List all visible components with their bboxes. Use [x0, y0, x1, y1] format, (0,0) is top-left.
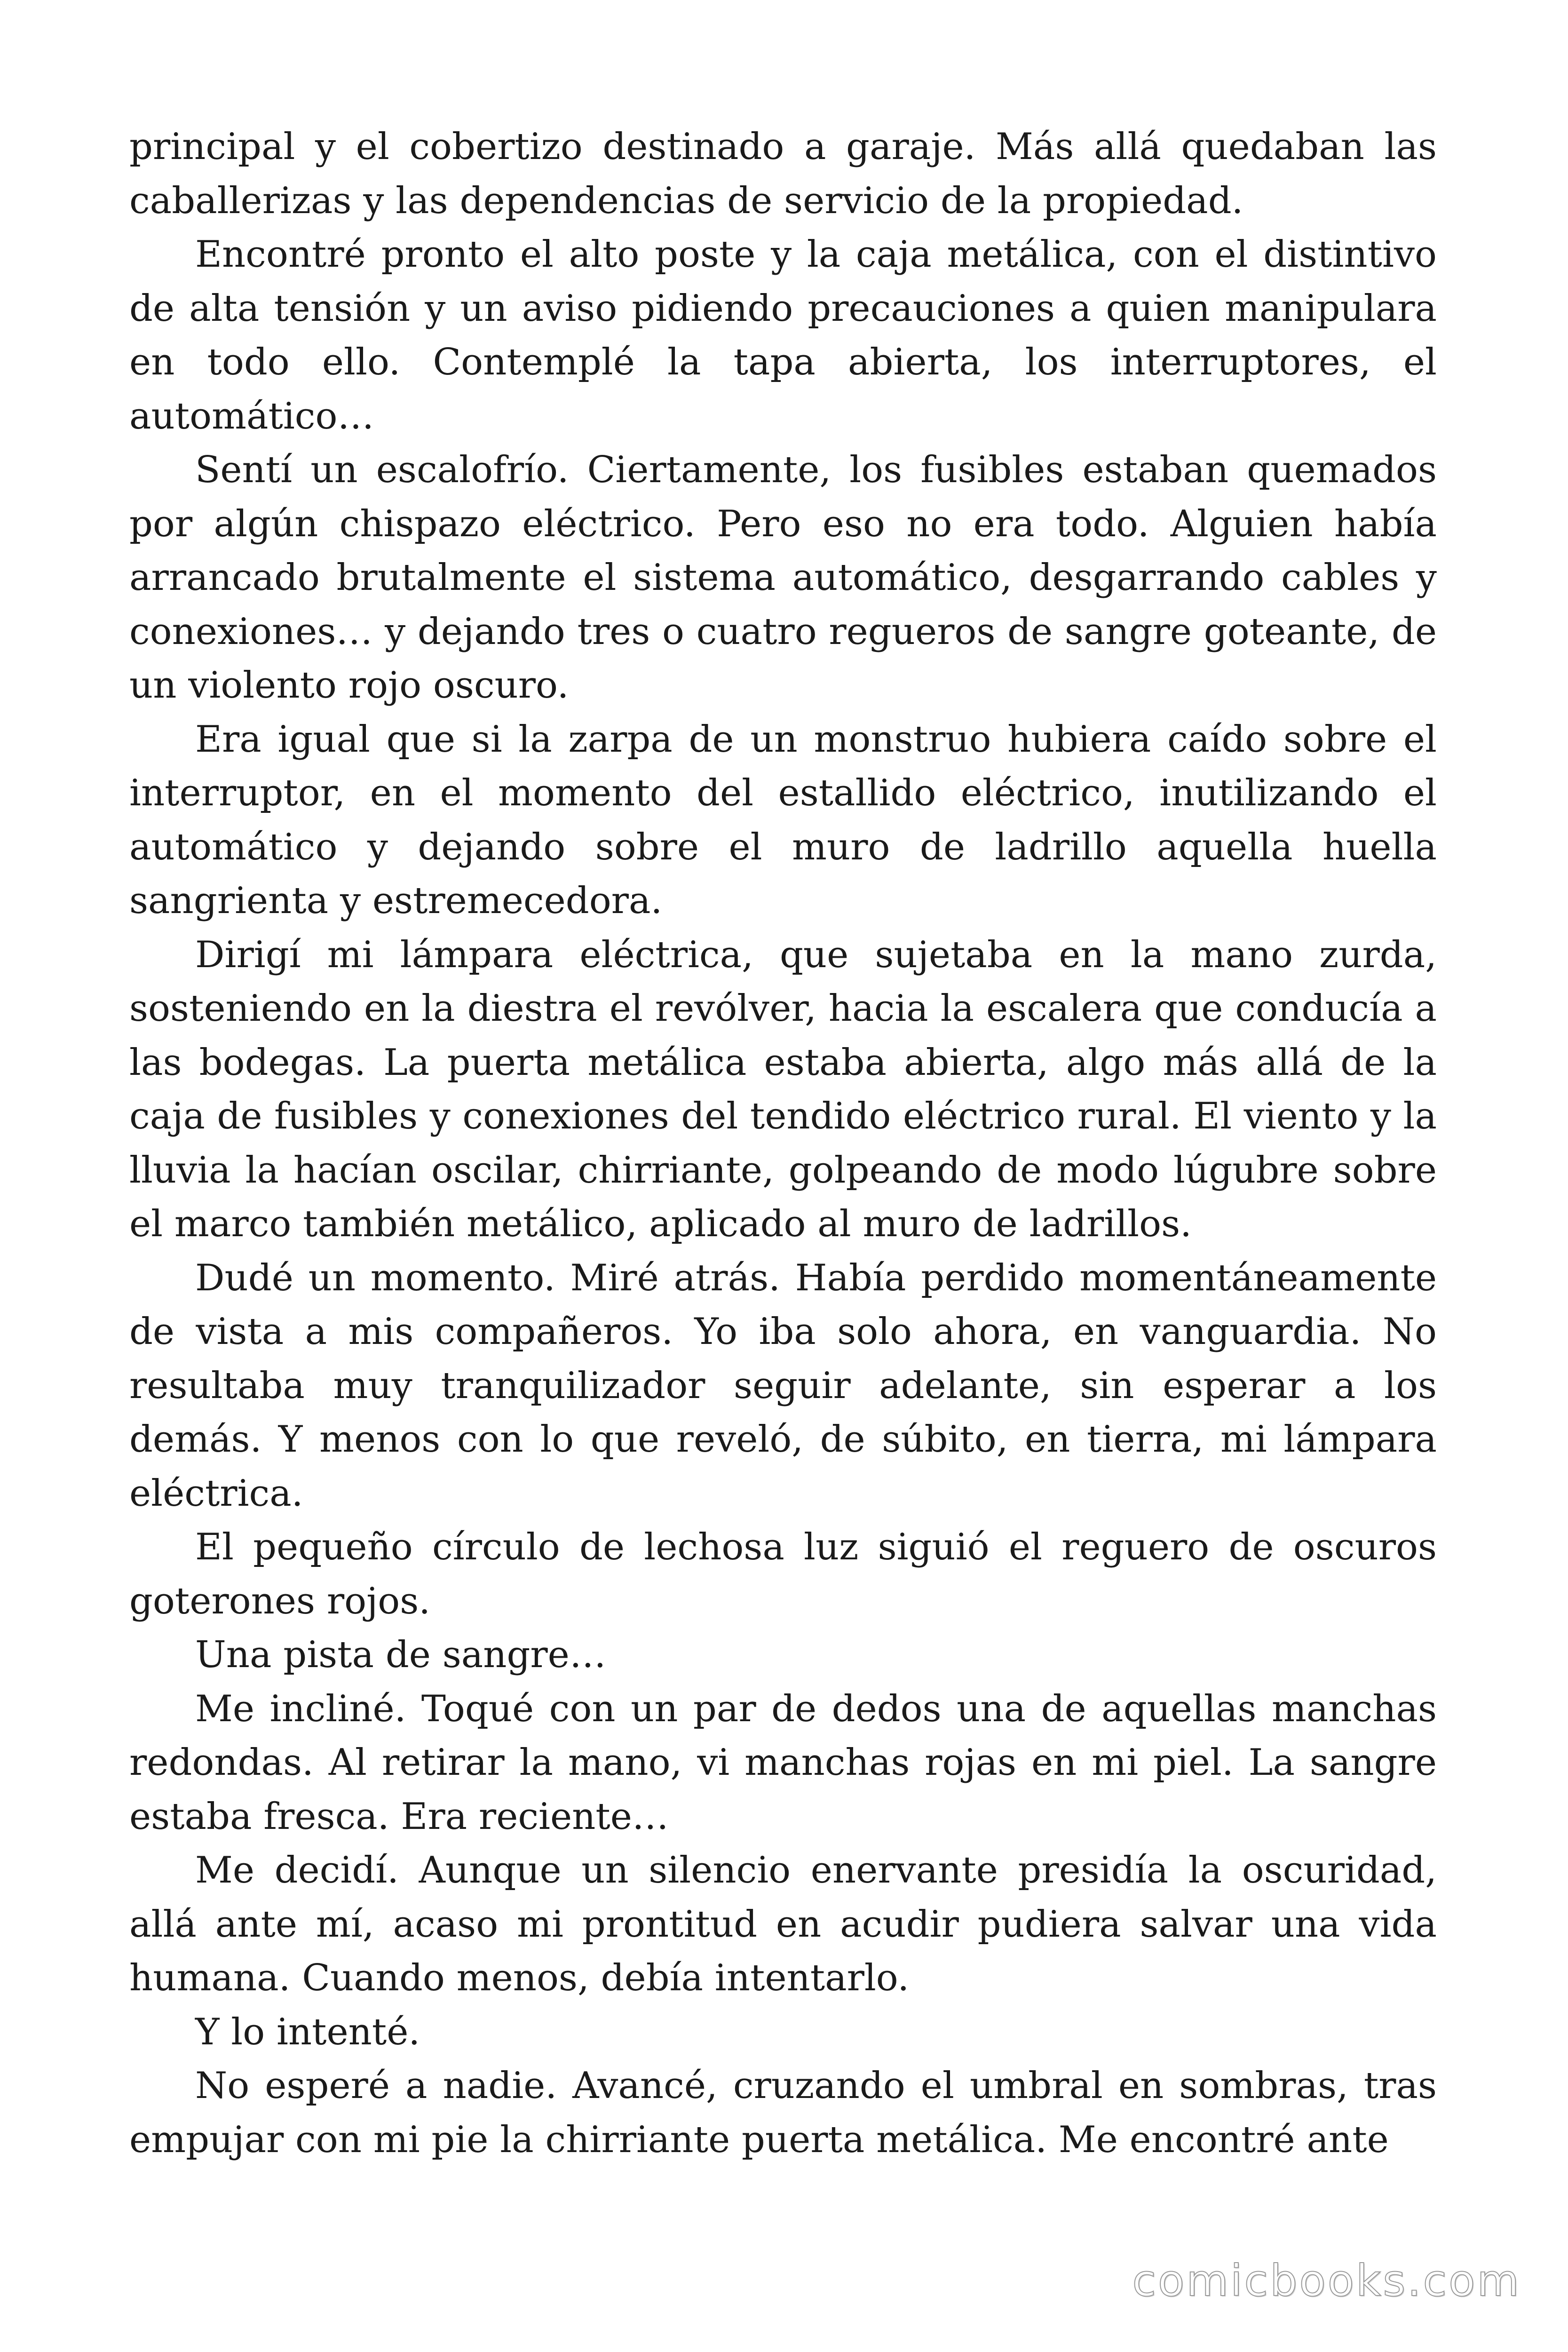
body-text: [129, 120, 1437, 2167]
paragraph: No esperé a nadie. Avancé, cruzando el umbral en sombras, tras empujar con mi pie la chirriante puerta metálica. Me encontré ante: [129, 2065, 1437, 2161]
paragraph: Dirigí mi lámpara eléctrica, que sujetaba en la mano zurda, sosteniendo en la diestra el revólver, hacia la escalera que conducía a las bodegas. La puerta metálica estaba abierta, algo más allá de la caja de fusibles y conexiones del tendido eléctrico rural. El viento y la lluvia la hacían oscilar, chirriante, golpeando de modo lúgubre sobre el marco también metálico, aplicado al muro de ladrillos.: [129, 933, 1437, 1245]
paragraph: El pequeño círculo de lechosa luz siguió el reguero de oscuros goterones rojos.: [129, 1526, 1437, 1622]
paragraph: Me incliné. Toqué con un par de dedos una de aquellas manchas redondas. Al retirar la mano, vi manchas rojas en mi piel. La sangre estaba fresca. Era reciente…: [129, 1687, 1437, 1838]
paragraph: Dudé un momento. Miré atrás. Había perdido momentáneamente de vista a mis compañeros. Yo iba solo ahora, en vanguardia. No resultaba muy tranquilizador seguir adelante, sin esperar a los demás. Y menos con lo que reveló, de súbito, en tierra, mi lámpara eléctrica.: [129, 1256, 1437, 1515]
watermark: comicbooks.com: [1132, 2256, 1521, 2306]
paragraph: principal y el cobertizo destinado a garaje. Más allá quedaban las caballerizas y las dependencias de servicio de la propiedad.: [129, 126, 1437, 222]
paragraph: Sentí un escalofrío. Ciertamente, los fusibles estaban quemados por algún chispazo eléctrico. Pero eso no era todo. Alguien había arrancado brutalmente el sistema automático, desgarrando cables y conexiones… y dejando tres o cuatro regueros de sangre goteante, de un violento rojo oscuro.: [129, 449, 1437, 707]
paragraph: Me decidí. Aunque un silencio enervante presidía la oscuridad, allá ante mí, acaso mi prontitud en acudir pudiera salvar una vida humana. Cuando menos, debía intentarlo.: [129, 1849, 1437, 1999]
paragraph: Encontré pronto el alto poste y la caja metálica, con el distintivo de alta tensión y un aviso pidiendo precauciones a quien manipulara en todo ello. Contemplé la tapa abierta, los interruptores, el automático…: [129, 233, 1437, 437]
paragraph: Era igual que si la zarpa de un monstruo hubiera caído sobre el interruptor, en el momento del estallido eléctrico, inutilizando el automático y dejando sobre el muro de ladrillo aquella huella sangrienta y estremecedora.: [129, 718, 1437, 922]
paragraph: Y lo intenté.: [195, 2010, 420, 2053]
paragraph: Una pista de sangre…: [195, 1634, 606, 1676]
